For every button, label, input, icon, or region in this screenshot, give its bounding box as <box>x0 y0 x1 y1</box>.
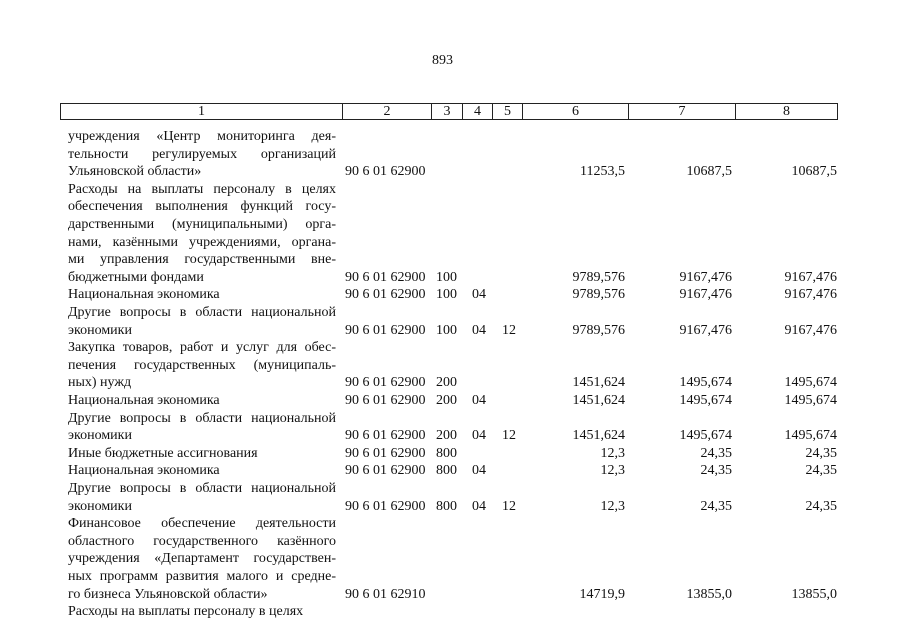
row-subsection: 12 <box>502 322 516 338</box>
row-name-line: Национальная экономика <box>68 393 220 408</box>
row-value-8: 24,35 <box>805 498 837 514</box>
row-expense-type: 800 <box>436 445 457 461</box>
row-expense-type: 800 <box>436 498 457 514</box>
row-name-line: Другие вопросы в области национальной <box>68 305 336 320</box>
row-value-8: 9167,476 <box>784 287 837 303</box>
row-name-line: Национальная экономика <box>68 463 220 479</box>
header-col-4: 4 <box>462 104 492 119</box>
row-value-7: 9167,476 <box>679 322 732 338</box>
row-section: 04 <box>472 287 486 303</box>
page-number: 893 <box>432 53 453 68</box>
row-value-7: 9167,476 <box>679 269 732 285</box>
row-value-7: 1495,674 <box>679 375 732 391</box>
row-name-line: печения государственных (муниципаль- <box>68 357 336 373</box>
row-name-line: Расходы на выплаты персоналу в целях <box>68 181 336 197</box>
row-expense-type: 100 <box>436 269 457 285</box>
row-name-line: Финансовое обеспечение деятельности <box>68 516 336 532</box>
row-name-line: обеспечения выполнения функций госу- <box>68 199 336 215</box>
row-name-line: Расходы на выплаты персоналу в целях <box>68 604 304 620</box>
row-name-line: ных программ развития малого и средне- <box>68 568 336 584</box>
header-col-5: 5 <box>492 104 522 119</box>
row-section: 04 <box>472 463 486 479</box>
row-name <box>68 181 336 287</box>
row-value-6: 12,3 <box>600 498 625 514</box>
row-name-line: Иные бюджетные ассигнования <box>68 445 258 461</box>
row-name <box>68 480 336 515</box>
row-name <box>68 462 336 480</box>
row-code: 90 6 01 62900 <box>345 463 426 479</box>
header-col-2: 2 <box>342 104 431 119</box>
row-code: 90 6 01 62900 <box>345 269 426 285</box>
row-value-7: 24,35 <box>700 463 732 479</box>
row-value-6: 1451,624 <box>572 428 625 444</box>
row-value-8: 24,35 <box>805 445 837 461</box>
row-value-8: 9167,476 <box>784 322 837 338</box>
row-section: 04 <box>472 322 486 338</box>
row-value-7: 10687,5 <box>686 164 732 180</box>
row-value-6: 12,3 <box>600 445 625 461</box>
row-name-line: экономики <box>68 428 132 444</box>
row-name-line: Национальная экономика <box>68 287 220 303</box>
row-value-6: 14719,9 <box>579 586 625 602</box>
header-col-6: 6 <box>522 104 628 119</box>
row-expense-type: 100 <box>436 287 457 303</box>
row-value-6: 1451,624 <box>572 393 625 408</box>
row-name-line: Ульяновской области» <box>68 164 202 180</box>
row-code: 90 6 01 62900 <box>345 287 426 303</box>
row-value-8: 1495,674 <box>784 393 837 408</box>
row-value-7: 24,35 <box>700 445 732 461</box>
row-name <box>68 128 336 181</box>
row-name-line: дарственными (муниципальными) орга- <box>68 216 336 232</box>
row-code: 90 6 01 62900 <box>345 393 426 408</box>
row-name-line: Закупка товаров, работ и услуг для обес- <box>68 340 336 356</box>
row-value-8: 24,35 <box>805 463 837 479</box>
row-name <box>68 603 336 621</box>
row-name-line: ми управления государственными вне- <box>68 252 336 268</box>
row-expense-type: 800 <box>436 463 457 479</box>
row-value-6: 9789,576 <box>572 269 625 285</box>
row-expense-type: 200 <box>436 393 457 408</box>
row-name-line: экономики <box>68 322 132 338</box>
row-subsection: 12 <box>502 428 516 444</box>
row-name <box>68 286 336 304</box>
row-code: 90 6 01 62910 <box>345 586 426 602</box>
row-name-line: нами, казёнными учреждениями, органа- <box>68 234 336 250</box>
header-col-8: 8 <box>735 104 837 119</box>
header-col-3: 3 <box>431 104 462 119</box>
row-section: 04 <box>472 428 486 444</box>
row-name-line: учреждения «Центр мониторинга дея- <box>68 129 336 144</box>
row-expense-type: 100 <box>436 322 457 338</box>
row-value-6: 9789,576 <box>572 322 625 338</box>
row-code: 90 6 01 62900 <box>345 445 426 461</box>
row-name-line: учреждения «Департамент государствен- <box>68 551 336 567</box>
row-name-line: тельности регулируемых организаций <box>68 146 336 162</box>
row-value-6: 9789,576 <box>572 287 625 303</box>
row-name-line: Другие вопросы в области национальной <box>68 410 336 426</box>
row-expense-type: 200 <box>436 375 457 391</box>
row-name <box>68 515 336 603</box>
row-code: 90 6 01 62900 <box>345 164 426 180</box>
row-value-7: 24,35 <box>700 498 732 514</box>
row-value-6: 12,3 <box>600 463 625 479</box>
row-name-line: бюджетными фондами <box>68 269 204 285</box>
row-section: 04 <box>472 393 486 408</box>
row-name-line: ных) нужд <box>68 375 132 391</box>
row-value-8: 1495,674 <box>784 428 837 444</box>
row-code: 90 6 01 62900 <box>345 498 426 514</box>
row-name <box>68 392 336 410</box>
row-name <box>68 339 336 392</box>
row-value-8: 10687,5 <box>791 164 837 180</box>
row-code: 90 6 01 62900 <box>345 428 426 444</box>
row-name <box>68 410 336 445</box>
row-name-line: го бизнеса Ульяновской области» <box>68 586 268 602</box>
header-col-1: 1 <box>198 104 205 119</box>
row-code: 90 6 01 62900 <box>345 322 426 338</box>
row-name-line: областного государственного казённого <box>68 533 336 549</box>
row-value-7: 1495,674 <box>679 393 732 408</box>
row-value-8: 13855,0 <box>791 586 837 602</box>
row-subsection: 12 <box>502 498 516 514</box>
row-code: 90 6 01 62900 <box>345 375 426 391</box>
row-value-6: 11253,5 <box>580 164 625 180</box>
row-value-8: 9167,476 <box>784 269 837 285</box>
row-name-line: Другие вопросы в области национальной <box>68 481 336 496</box>
row-value-7: 1495,674 <box>679 428 732 444</box>
row-name-line: экономики <box>68 498 132 514</box>
row-value-6: 1451,624 <box>572 375 625 391</box>
row-name <box>68 445 336 463</box>
row-value-7: 9167,476 <box>679 287 732 303</box>
row-value-7: 13855,0 <box>686 586 732 602</box>
row-expense-type: 200 <box>436 428 457 444</box>
row-section: 04 <box>472 498 486 514</box>
row-value-8: 1495,674 <box>784 375 837 391</box>
header-col-7: 7 <box>628 104 735 119</box>
row-name <box>68 304 336 339</box>
